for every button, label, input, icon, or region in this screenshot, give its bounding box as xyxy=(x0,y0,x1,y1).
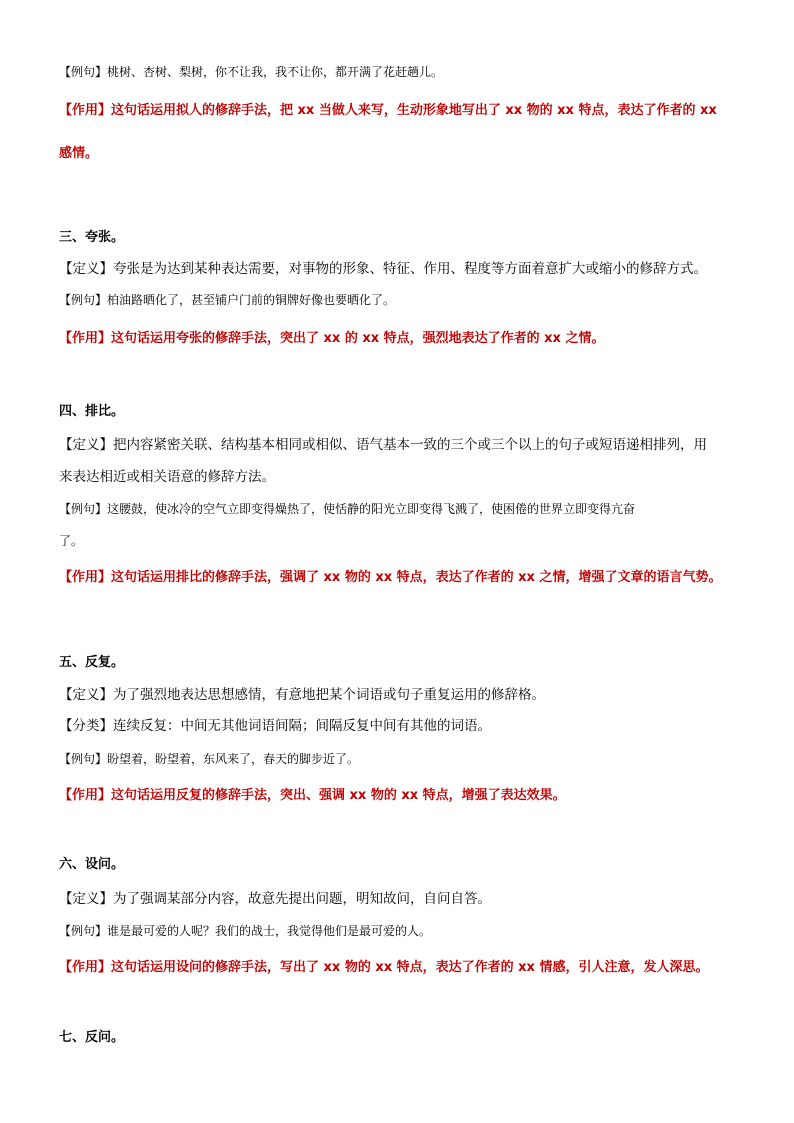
example-sentence-parallelism-continued: 了。 xyxy=(59,534,84,548)
function-personification: 【作用】这句话运用拟人的修辞手法，把 xx 当做人来写，生动形象地写出了 xx 物的 xx 特点，表达了作者的 xx xyxy=(59,103,717,118)
definition-parallelism-continued: 来表达相近或相关语意的修辞方法。 xyxy=(59,469,275,485)
function-rhetorical-question-answer: 【作用】这句话运用设问的修辞手法，写出了 xx 物的 xx 特点，表达了作者的 xx 情感，引人注意，发人深思。 xyxy=(59,960,709,975)
definition-repetition: 【定义】为了强烈地表达思想感情，有意地把某个词语或句子重复运用的修辞格。 xyxy=(59,687,545,703)
example-sentence-repetition: 【例句】盼望着，盼望着，东风来了，春天的脚步近了。 xyxy=(59,752,360,766)
definition-hyperbole: 【定义】夸张是为达到某种表达需要，对事物的形象、特征、作用、程度等方面着意扩大或缩小的修辞方式。 xyxy=(59,261,707,277)
section-heading-rhetorical-question-answer: 六、设问。 xyxy=(59,857,125,872)
example-sentence-hyperbole: 【例句】柏油路晒化了，甚至铺户门前的铜牌好像也要晒化了。 xyxy=(59,293,396,307)
example-sentence-parallelism: 【例句】这腰鼓，使冰冷的空气立即变得燥热了，使恬静的阳光立即变得飞溅了，使困倦的世界立即变得亢奋 xyxy=(59,502,636,516)
function-repetition: 【作用】这句话运用反复的修辞手法，突出、强调 xx 物的 xx 特点，增强了表达效果。 xyxy=(59,788,566,803)
definition-parallelism: 【定义】把内容紧密关联、结构基本相同或相似、语气基本一致的三个或三个以上的句子或短语递相排列，用 xyxy=(59,437,707,453)
example-sentence-rhetorical-question-answer: 【例句】谁是最可爱的人呢？我们的战士，我觉得他们是最可爱的人。 xyxy=(59,924,432,938)
section-heading-repetition: 五、反复。 xyxy=(59,655,125,670)
function-parallelism: 【作用】这句话运用排比的修辞手法，强调了 xx 物的 xx 特点，表达了作者的 xx 之情，增强了文章的语言气势。 xyxy=(59,570,722,585)
function-hyperbole: 【作用】这句话运用夸张的修辞手法，突出了 xx 的 xx 特点，强烈地表达了作者的 xx 之情。 xyxy=(59,331,605,346)
example-sentence-personification: 【例句】桃树、杏树、梨树，你不让我，我不让你，都开满了花赶趟儿。 xyxy=(59,65,444,79)
classification-repetition: 【分类】连续反复：中间无其他词语间隔；间隔反复中间有其他的词语。 xyxy=(59,718,491,734)
function-personification-continued: 感情。 xyxy=(59,146,99,161)
section-heading-parallelism: 四、排比。 xyxy=(59,404,125,419)
section-heading-rhetorical-question: 七、反问。 xyxy=(59,1030,125,1045)
definition-rhetorical-question-answer: 【定义】为了强调某部分内容，故意先提出问题，明知故问，自问自答。 xyxy=(59,891,491,907)
section-heading-hyperbole: 三、夸张。 xyxy=(59,230,125,245)
